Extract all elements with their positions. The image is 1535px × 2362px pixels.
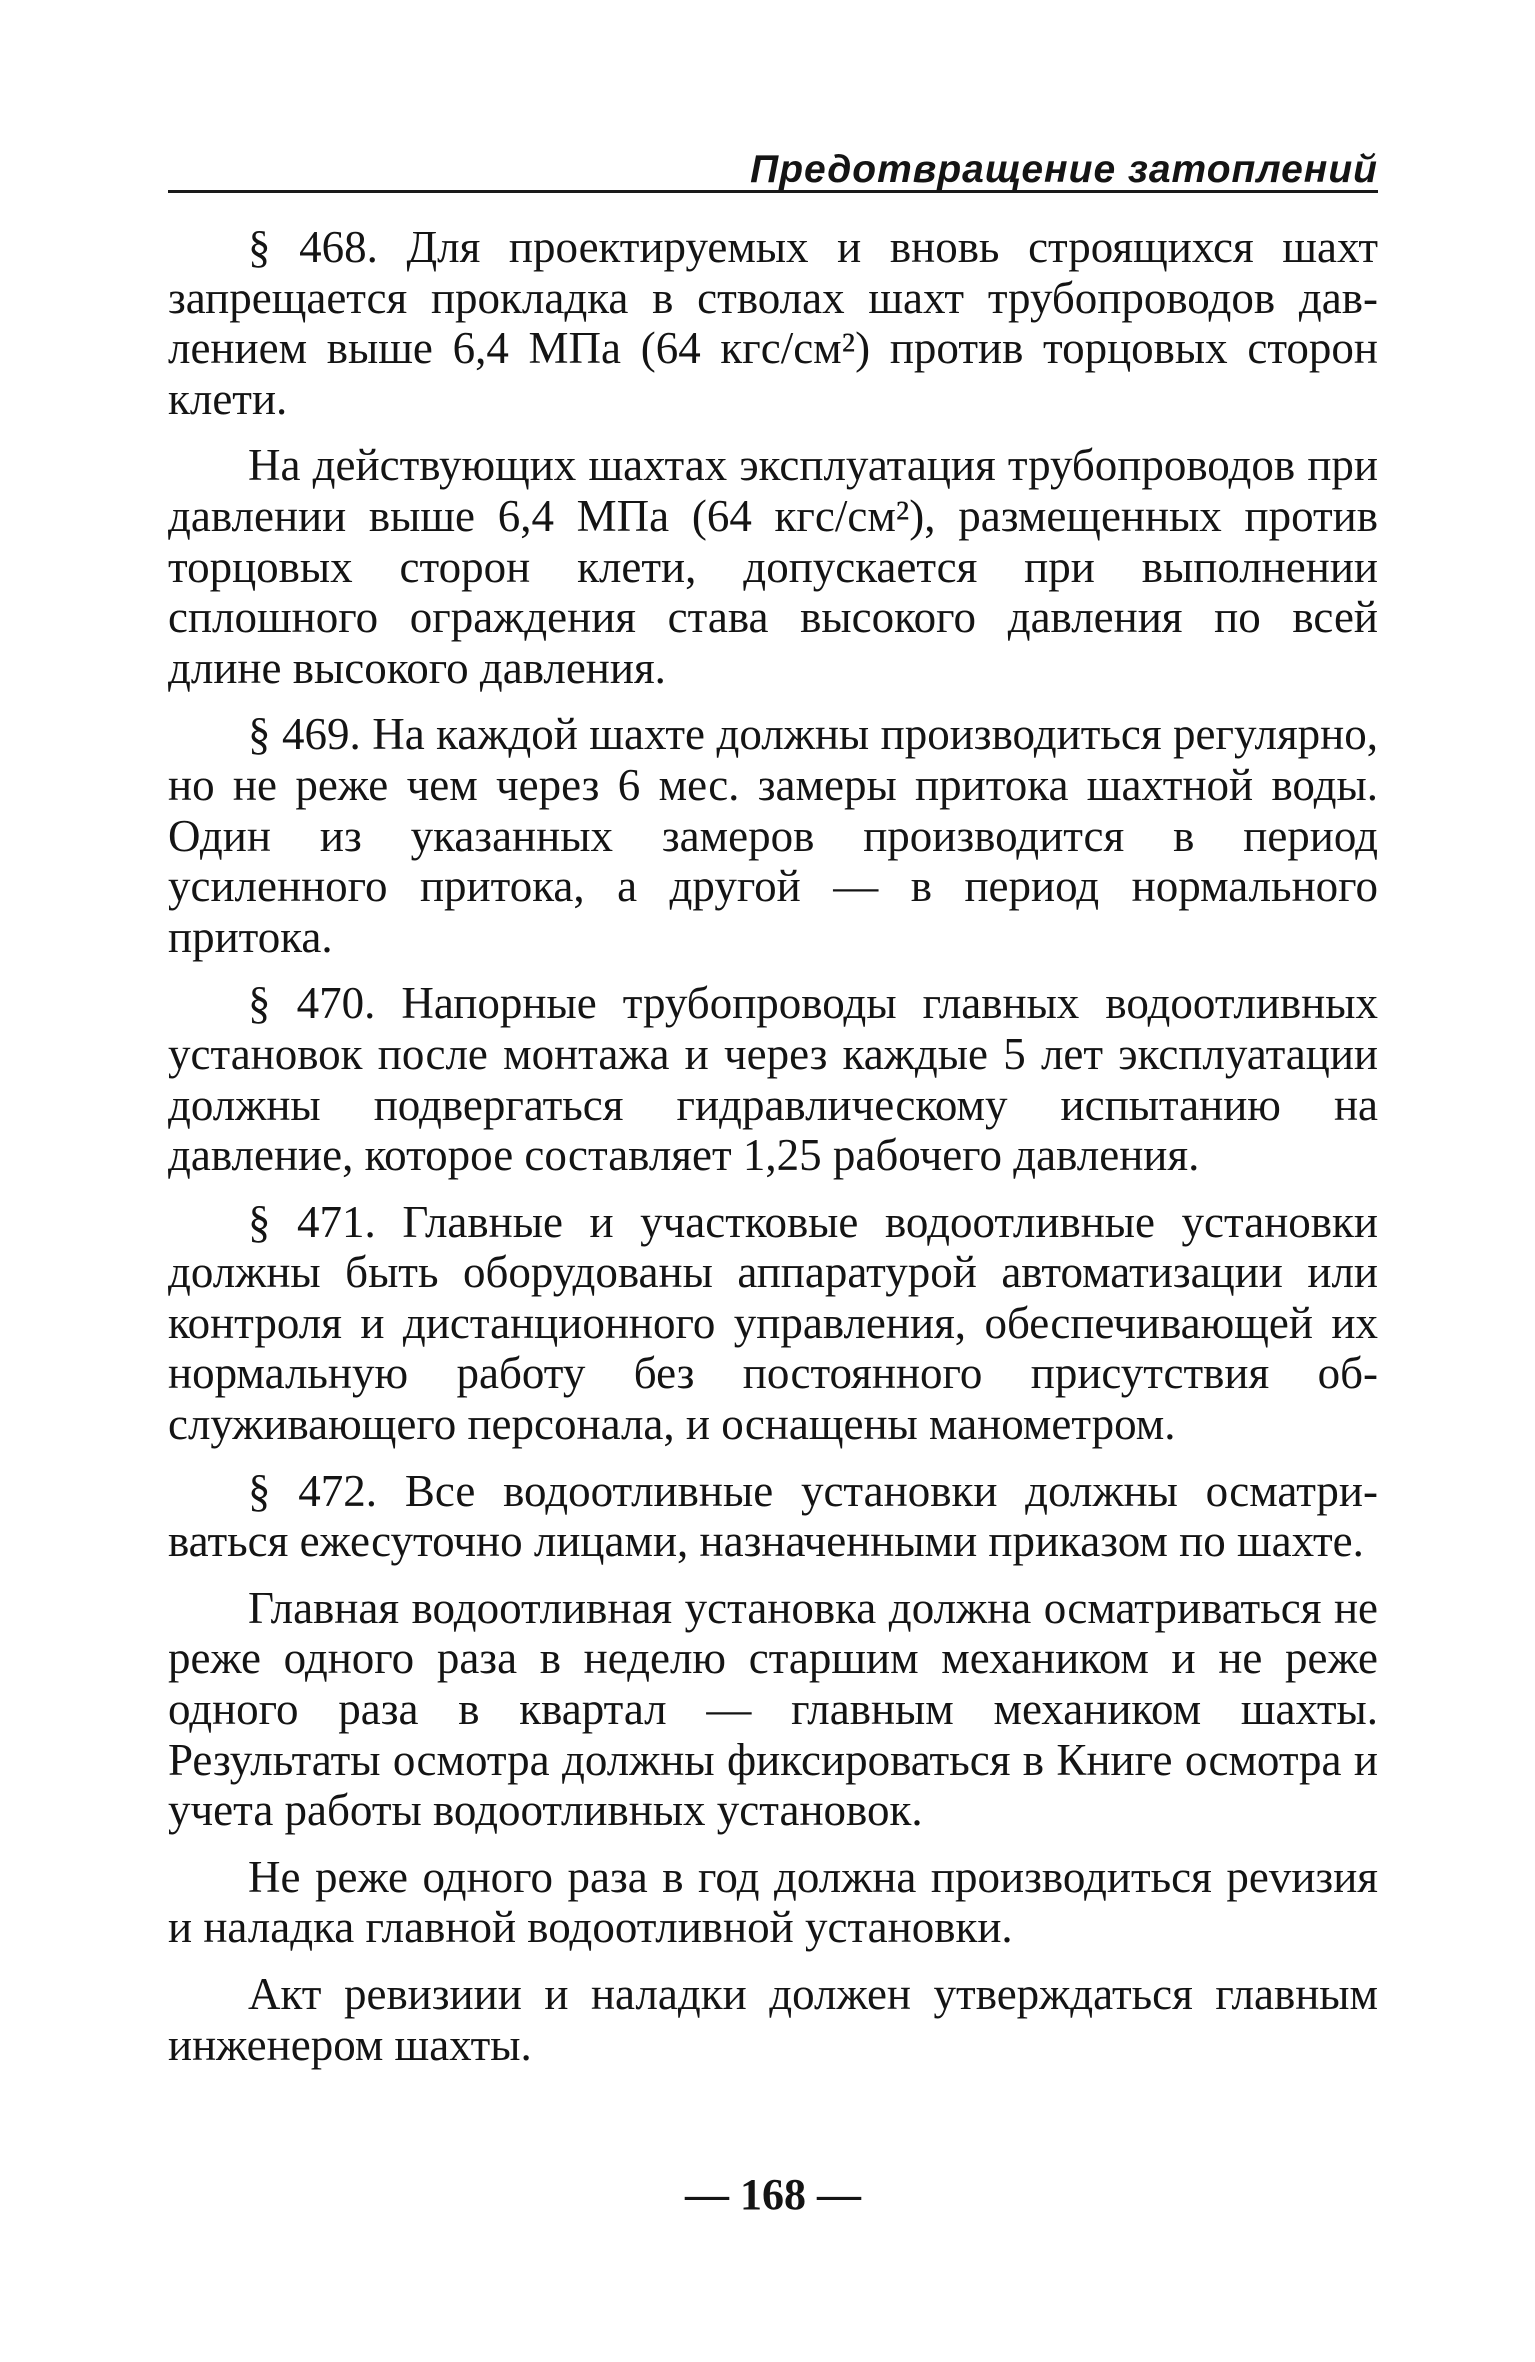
paragraph-468-existing-mines: На действующих шахтах эксплуатация трубопроводов при давлении выше 6,4 МПа (64 кгс/см²), размещенных против торцовых сторон клети, допускается при выполнении сплошного ограждения става высокого давления по всей длине высокого давления.	[168, 440, 1378, 693]
paragraph-469: § 469. На каждой шахте должны производиться регулярно, но не реже чем через 6 мес. замеры притока шахтной воды. Один из указанных замеров производится в период усиленного притока, а другой — в период нормального притока.	[168, 709, 1378, 962]
body-text	[168, 222, 1378, 2086]
paragraph-471: § 471. Главные и участковые водоотливные установки должны быть оборудованы аппаратурой автоматизации или контроля и дистанционного управления, обеспечивающей их нормальную работу без постоянного присутствия обслуживающего персонала, и оснащены манометром.	[168, 1196, 1378, 1450]
running-header: Предотвращение затоплений	[750, 148, 1378, 191]
paragraph-472: § 472. Все водоотливные установки должны осматриваться ежесуточно лицами, назначенными приказом по шахте.	[168, 1465, 1378, 1567]
paragraph-472-annual-revision: Не реже одного раза в год должна производиться реvизия и наладка главной водоотливной установки.	[168, 1851, 1378, 1953]
paragraph-470: § 470. Напорные трубопроводы главных водоотливных установок после монтажа и через каждые 5 лет эксплуатации должны подвергаться гидравлическому испытанию на давление, которое составляет 1,25 рабочего давления.	[168, 978, 1378, 1181]
page-number: — 168 —	[685, 2170, 861, 2219]
header-rule	[168, 190, 1378, 193]
paragraph-468: § 468. Для проектируемых и вновь строящихся шахт запрещается прокладка в стволах шахт трубопроводов давлением выше 6,4 МПа (64 кгс/см²) против торцовых сторон клети.	[168, 222, 1378, 424]
paragraph-472-revision-act: Акт ревизиии и наладки должен утверждаться главным инженером шахты.	[168, 1969, 1378, 2070]
paragraph-472-main-inspection: Главная водоотливная установка должна осматриваться не реже одного раза в неделю старшим механиком и не реже одного раза в квартал — главным механиком шахты. Результаты осмотра должны фиксироваться в Книге осмотра и учета работы водоотливных установок.	[168, 1582, 1378, 1836]
